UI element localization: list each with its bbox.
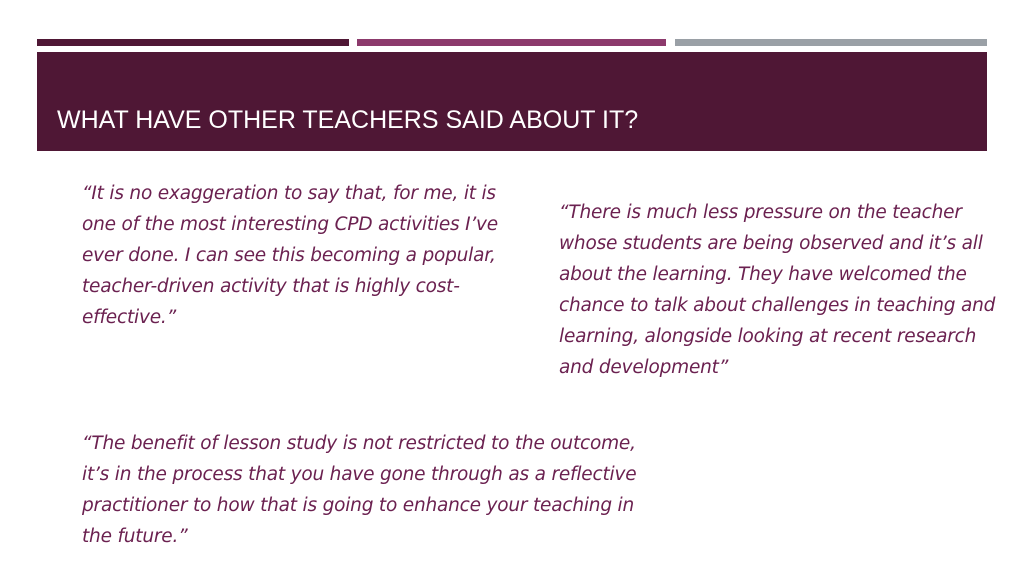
quote-1: “It is no exaggeration to say that, for me, it is one of the most interesting CPD activities I’ve ever done. I can see this becoming a popular, teacher-driven activity that is highly cost-effective.” bbox=[82, 183, 498, 328]
accent-bar-dark bbox=[37, 39, 349, 46]
title-band bbox=[37, 52, 987, 151]
quote-2: “There is much less pressure on the teacher whose students are being observed and it’s all about the learning. They have welcomed the chance to talk about challenges in teaching and learning, alongside looking at recent research and development” bbox=[559, 202, 996, 378]
accent-bar-magenta bbox=[357, 39, 666, 46]
quote-3: “The benefit of lesson study is not restricted to the outcome, it’s in the process that you have gone through as a reflective practitioner to how that is going to enhance your teaching in the future.” bbox=[82, 433, 637, 547]
slide-title: WHAT HAVE OTHER TEACHERS SAID ABOUT IT? bbox=[57, 106, 639, 134]
accent-bar-gray bbox=[675, 39, 987, 46]
